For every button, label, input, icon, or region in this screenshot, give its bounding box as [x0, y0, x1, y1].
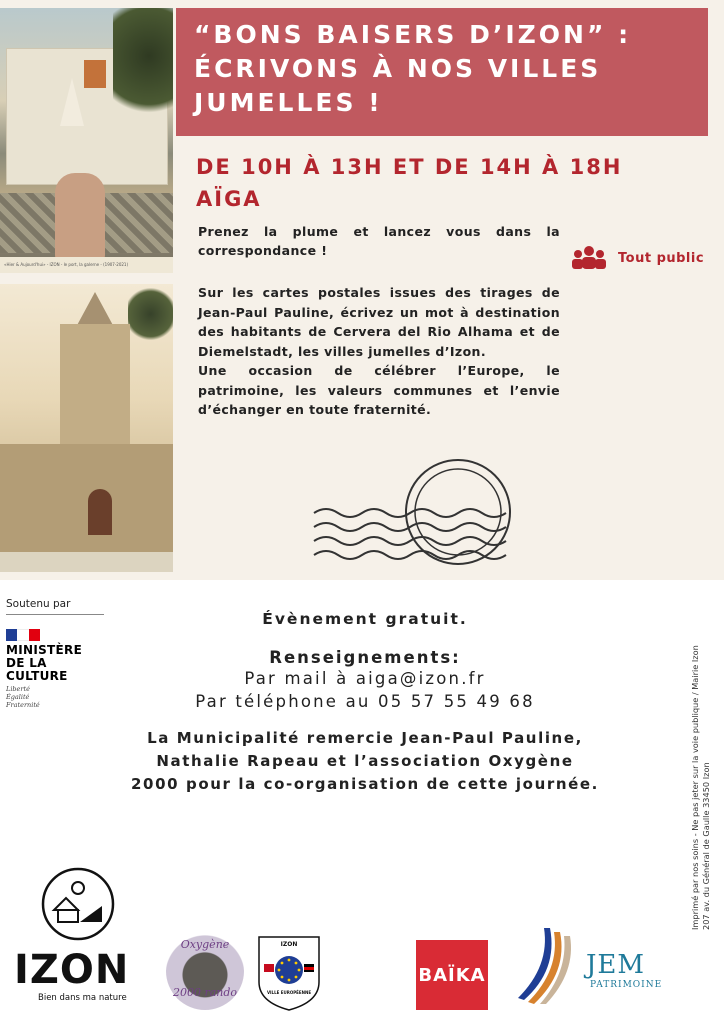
oxygene-logo [166, 932, 244, 1010]
jem-subtitle: PATRIMOINE [590, 980, 663, 990]
oxygene-label: Oxygène [180, 938, 230, 951]
contact-phone: Par téléphone au 05 57 55 49 68 [195, 692, 535, 711]
audience-label: Tout public [618, 250, 705, 266]
euro-badge-bottom: VILLE EUROPÉENNE [266, 990, 312, 995]
jem-patrimoine-logo [514, 926, 684, 1006]
izon-logo [14, 866, 144, 1003]
event-title: “BONS BAISERS D’IZON” : ÉCRIVONS À NOS VILLES JUMELLES ! [194, 20, 632, 117]
izon-emblem-icon [40, 866, 116, 942]
postcard-photo [0, 8, 173, 273]
baika-logo: BAÏKA [416, 940, 488, 1010]
oxygene-rando-label: 2000 rando [172, 986, 238, 999]
description [198, 283, 560, 420]
info-title: Renseignements: [269, 648, 461, 667]
event-hours: DE 10H À 13H ET DE 14H À 18H [196, 155, 623, 179]
free-event: Évènement gratuit. [262, 610, 468, 628]
church-ground [0, 552, 173, 572]
church-photo [0, 284, 173, 572]
title-banner [176, 8, 708, 136]
church-door [88, 489, 112, 535]
support-label: Soutenu par [6, 598, 104, 615]
event-venue: AÏGA [196, 187, 262, 211]
church-nave [0, 444, 173, 554]
practical-info [80, 610, 650, 796]
republic-motto: Liberté Égalité Fraternité [6, 685, 40, 709]
partner-logos [0, 860, 724, 1024]
euro-badge-top: IZON [280, 941, 298, 948]
sailboat-shape [60, 78, 84, 126]
izon-tagline: Bien dans ma nature [38, 993, 127, 1003]
intro-text: Prenez la plume et lancez vous dans la correspondance ! [198, 224, 560, 258]
contact-mail: Par mail à aiga@izon.fr [244, 669, 486, 688]
jem-swoosh-icon [514, 926, 586, 1006]
legal-notice: Imprimé par nos soins - Ne pas jeter sur la voie publique / Mairie Izon 207 av. du Général de Gaulle 33450 Izon [690, 645, 711, 930]
thanks-text: La Municipalité remercie Jean-Paul Pauline, Nathalie Rapeau et l’association Oxygène 2000 pour la co-organisation de cette journée. [131, 729, 599, 793]
tree-shape [113, 8, 173, 128]
description-paragraph-2: Une occasion de célébrer l’Europe, le patrimoine, les valeurs communes et l’envie d’échanger en toute fraternité. [198, 363, 560, 417]
foliage [128, 284, 173, 344]
french-flag-icon [6, 629, 40, 641]
postcard-caption: «Hier & Aujourd'hui» - IZON - le port, la galerne - (1907-2021) [0, 257, 173, 273]
audience-badge [572, 244, 704, 272]
postage-stamp [84, 60, 106, 88]
hand-holding-postcard [55, 173, 105, 263]
group-icon [572, 245, 606, 271]
izon-wordmark: IZON [14, 947, 130, 993]
ministry-name: MINISTÈRE DE LA CULTURE [6, 643, 83, 683]
description-paragraph-1: Sur les cartes postales issues des tirages de Jean-Paul Pauline, écrivez un mot à destination des habitants de Cervera del Rio Alhama et de Diemelstadt, les villes jumelles d’Izon. [198, 285, 560, 359]
european-city-badge-icon [256, 934, 322, 1012]
postmark-icon [312, 455, 518, 570]
schedule-block [196, 151, 696, 215]
jem-wordmark: JEM [586, 950, 646, 980]
